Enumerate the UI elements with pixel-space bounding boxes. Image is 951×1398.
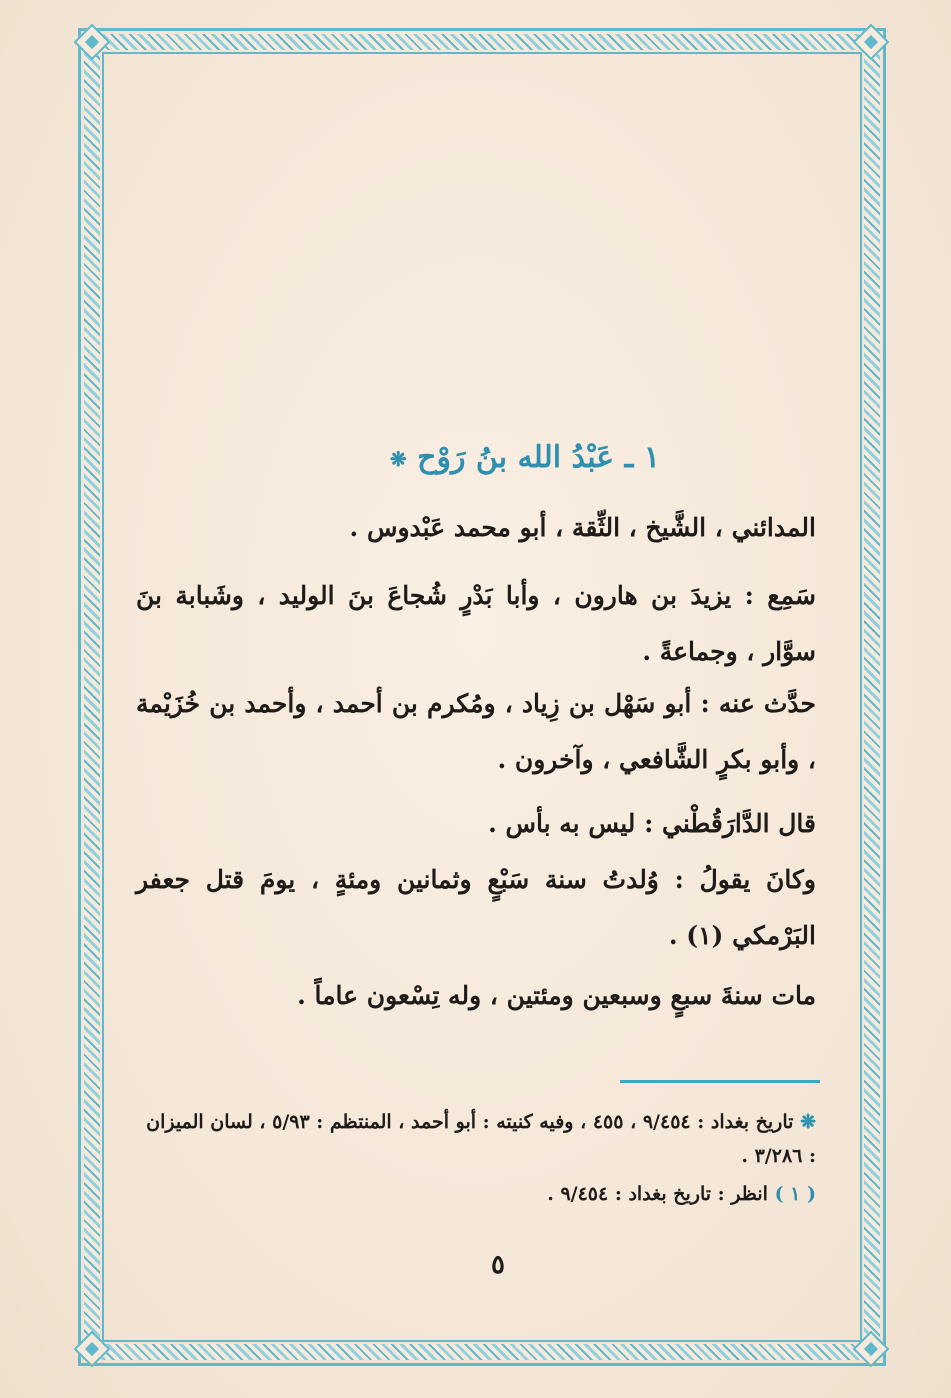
- footnote-star-icon: ❋: [800, 1111, 816, 1133]
- page-number: ٥: [491, 1250, 505, 1280]
- footnote-one-text: انظر : تاريخ بغداد : ٩/٤٥٤ .: [547, 1183, 768, 1205]
- footnote-star-icon: ❋: [389, 447, 407, 471]
- paragraph-daraqutni: قال الدَّارَقُطْني : ليس به بأس .: [488, 809, 816, 838]
- footnote-divider: [620, 1080, 820, 1083]
- footnote-star: [136, 1105, 816, 1173]
- entry-heading: [390, 440, 660, 475]
- paragraph-students: حدَّث عنه : أبو سَهْل بن زِياد ، ومُكرم بن أحمد ، وأحمد بن خُزَيْمة ، وأبو بكرٍ الشَّافعي ، وآخرون .: [136, 689, 816, 774]
- footnote-one: [136, 1177, 816, 1211]
- text-block: [118, 60, 838, 1340]
- footnote-star-text: تاريخ بغداد : ٩/٤٥٤ ، ٤٥٥ ، وفيه كنيته : أبو أحمد ، المنتظم : ٥/٩٣ ، لسان الميزان : ٣/٢٨٦ .: [146, 1111, 816, 1167]
- paragraph-birth: وكانَ يقولُ : وُلدتُ سنة سَبْعٍ وثمانين ومئةٍ ، يومَ قتل جعفر البَرْمكي (١) .: [136, 865, 816, 950]
- paragraph-teachers: سَمِع : يزيدَ بن هارون ، وأبا بَدْرٍ شُجاعَ بنَ الوليد ، وشَبابة بنَ سوَّار ، وجماعةً .: [136, 581, 816, 666]
- entry-heading-text: ١ ـ عَبْدُ الله بنُ رَوْح: [417, 440, 660, 475]
- footnote-number: ( ١ ): [774, 1183, 816, 1205]
- paragraph-death: مات سنةَ سبعٍ وسبعين ومئتين ، وله تِسْعون عاماً .: [297, 981, 816, 1010]
- paragraph-nisba: المدائني ، الشَّيخ ، الثِّقة ، أبو محمد عَبْدوس .: [349, 513, 816, 542]
